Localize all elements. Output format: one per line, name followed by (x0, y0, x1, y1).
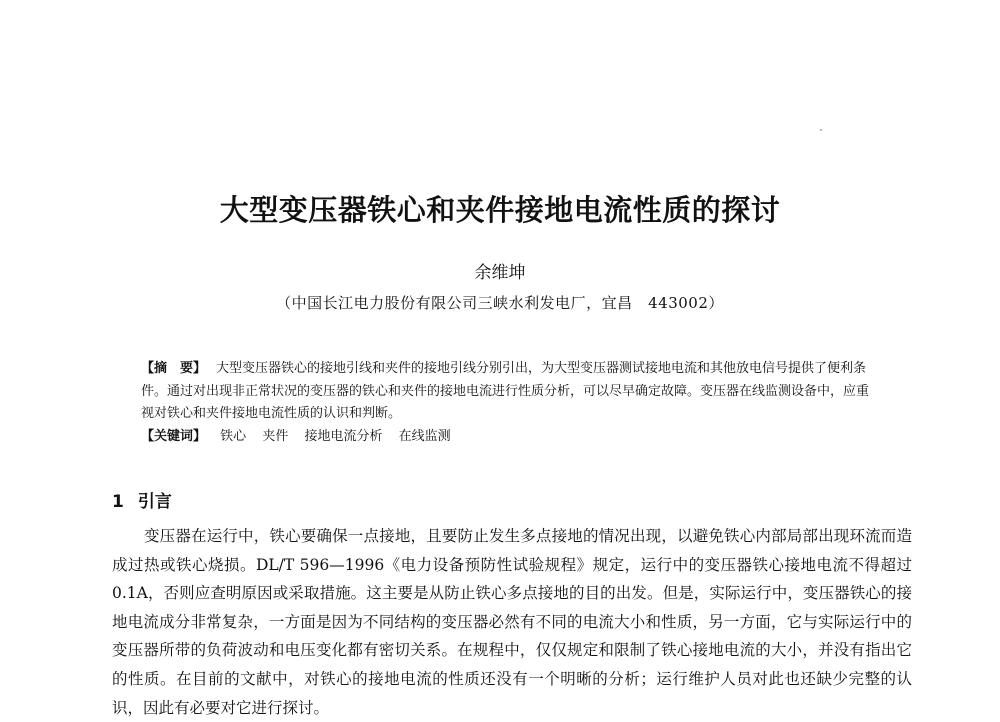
abstract-text: 大型变压器铁心的接地引线和夹件的接地引线分别引出，为大型变压器测试接地电流和其他放电信号提供了便利条件。通过对出现非正常状况的变压器的铁心和夹件的接地电流进行性质分析，可以尽早确定故障。变压器在线监测设备中，应重视对铁心和夹件接地电流性质的认识和判断。 (141, 361, 870, 421)
keyword-item: 在线监测 (398, 428, 451, 444)
section-title: 引言 (137, 492, 172, 512)
keywords-label: 【关键词】 (141, 428, 207, 444)
keyword-item: 夹件 (262, 428, 289, 444)
abstract-block (141, 358, 881, 448)
abstract-label: 【摘 要】 (141, 361, 207, 376)
abstract-paragraph (141, 358, 881, 426)
keywords-paragraph (141, 426, 881, 449)
section-heading (112, 487, 172, 512)
author-name: 余维坤 (474, 263, 526, 283)
author-affiliation: （中国长江电力股份有限公司三峡水利发电厂，宜昌 443002） (276, 294, 724, 312)
section-number: 1 (112, 492, 124, 512)
scan-speck (820, 129, 822, 131)
keyword-item: 接地电流分析 (304, 428, 383, 444)
paper-title: 大型变压器铁心和夹件接地电流性质的探讨 (219, 193, 781, 227)
keyword-item: 铁心 (220, 428, 247, 444)
body-paragraph: 变压器在运行中，铁心要确保一点接地，且要防止发生多点接地的情况出现，以避免铁心内部局部出现环流而造成过热或铁心烧损。DL/T 596—1996《电力设备预防性试验规程》规定，运行中的变压器铁心接地电流不得超过 0.1A，否则应查明原因或采取措施。这主要是从防止铁心多点接地的目的出发。但是，实际运行中，变压器铁心的接地电流成分非常复杂，一方面是因为不同结构的变压器必然有不同的电流大小和性质，另一方面，它与实际运行中的变压器所带的负荷波动和电压变化都有密切关系。在规程中，仅仅规定和限制了铁心接地电流的大小，并没有指出它的性质。在目前的文献中，对铁心的接地电流的性质还没有一个明晰的分析；运行维护人员对此也还缺少完整的认识，因此有必要对它进行探讨。 (112, 527, 912, 717)
body-text (112, 522, 912, 722)
